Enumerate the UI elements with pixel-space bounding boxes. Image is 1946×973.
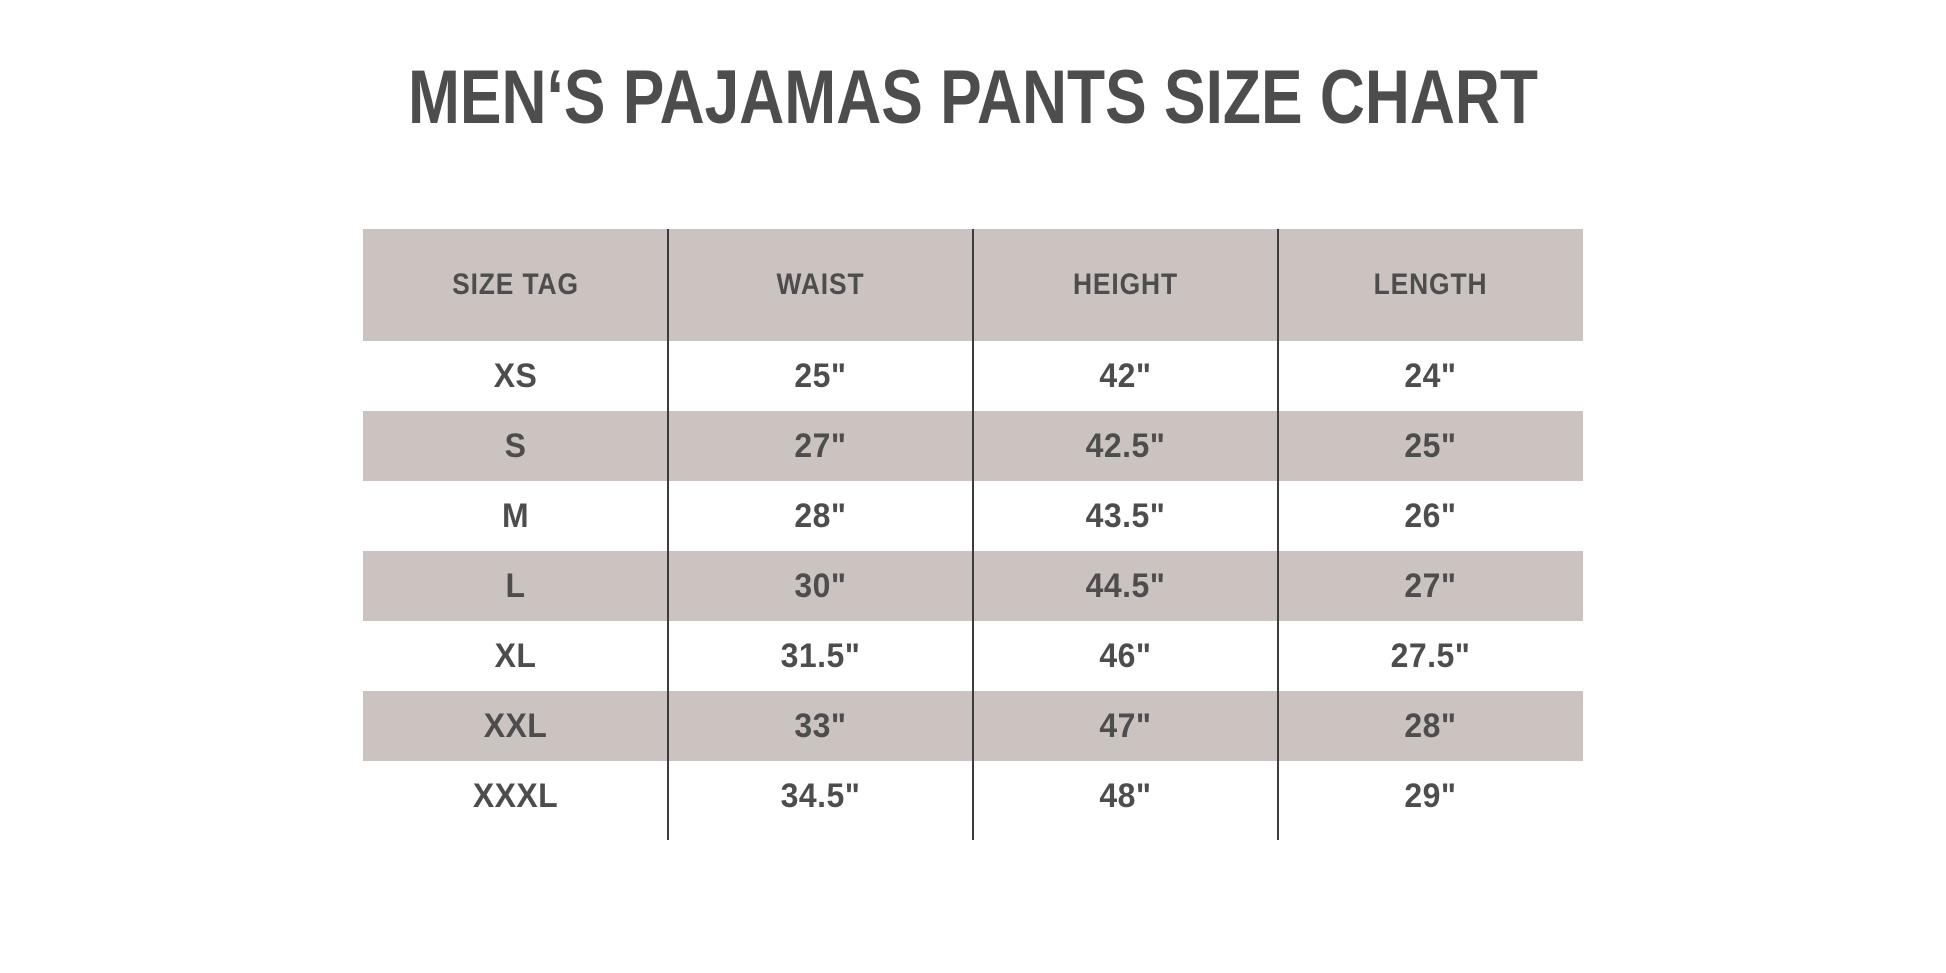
cell-height: 44.5"	[1085, 566, 1166, 605]
cell-waist: 31.5"	[780, 636, 861, 675]
cell-length: 24"	[1404, 356, 1457, 395]
cell-length: 26"	[1404, 496, 1457, 535]
cell-size: XXL	[483, 706, 548, 745]
cell-waist: 25"	[794, 356, 847, 395]
cell-length: 28"	[1404, 706, 1457, 745]
cell-height: 47"	[1099, 706, 1152, 745]
cell-size: L	[505, 566, 526, 605]
column-divider-2	[972, 229, 974, 840]
cell-size: M	[501, 496, 530, 535]
page-title-text: MEN‘S PAJAMAS PANTS SIZE CHART	[408, 55, 1538, 140]
cell-length: 27.5"	[1390, 636, 1471, 675]
cell-waist: 30"	[794, 566, 847, 605]
cell-waist: 28"	[794, 496, 847, 535]
cell-waist: 33"	[794, 706, 847, 745]
page-title	[0, 55, 1946, 140]
cell-height: 43.5"	[1085, 496, 1166, 535]
header-height: HEIGHT	[1072, 268, 1179, 301]
header-size-tag: SIZE TAG	[452, 268, 579, 301]
cell-height: 48"	[1099, 776, 1152, 815]
cell-waist: 27"	[794, 426, 847, 465]
size-chart-table	[363, 229, 1583, 831]
cell-height: 42.5"	[1085, 426, 1166, 465]
cell-length: 27"	[1404, 566, 1457, 605]
column-divider-1	[667, 229, 669, 840]
cell-height: 42"	[1099, 356, 1152, 395]
cell-height: 46"	[1099, 636, 1152, 675]
cell-length: 25"	[1404, 426, 1457, 465]
header-waist: WAIST	[776, 268, 865, 301]
column-divider-3	[1277, 229, 1279, 840]
header-length: LENGTH	[1373, 268, 1488, 301]
cell-length: 29"	[1404, 776, 1457, 815]
cell-size: XS	[493, 356, 538, 395]
cell-size: XXXL	[472, 776, 559, 815]
cell-waist: 34.5"	[780, 776, 861, 815]
cell-size: XL	[494, 636, 537, 675]
cell-size: S	[504, 426, 527, 465]
